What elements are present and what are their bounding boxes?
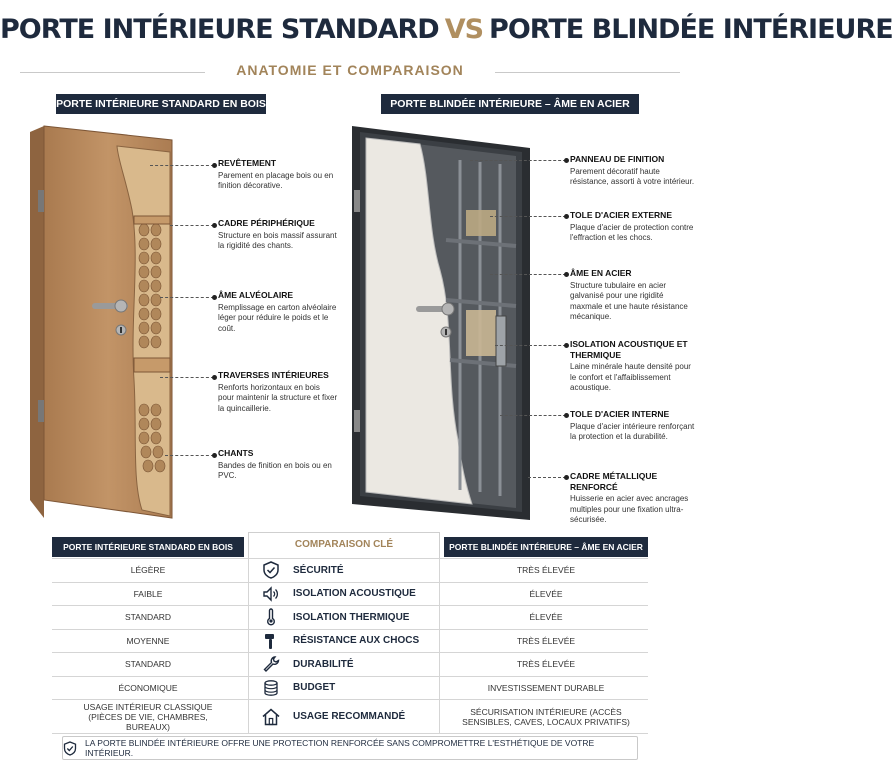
- annotation-ame-acier: [570, 268, 695, 323]
- section-header-armored: PORTE BLINDÉE INTÉRIEURE – ÂME EN ACIER: [381, 94, 639, 114]
- annotation-tole-interne: [570, 409, 695, 443]
- annotation-text: Structure en bois massif assurant la rigidité des chants.: [218, 230, 337, 250]
- thermometer-icon: [249, 608, 293, 626]
- coins-icon: [249, 679, 293, 697]
- criterion-cell: [248, 677, 440, 700]
- section-header-standard: PORTE INTÉRIEURE STANDARD EN BOIS: [56, 94, 266, 114]
- annotation-text: Remplissage en carton alvéolaire léger pour réduire le poids et le coût.: [218, 302, 337, 333]
- annotation-traverses: [218, 370, 338, 414]
- annotation-title: TOLE D'ACIER EXTERNE: [570, 210, 672, 220]
- shield-icon: [249, 561, 293, 579]
- annotation-title: CHANTS: [218, 448, 254, 458]
- annotation-title: PANNEAU DE FINITION: [570, 154, 665, 164]
- footer-banner: [62, 736, 638, 760]
- leader-line: [160, 377, 214, 378]
- table-row: [52, 582, 648, 606]
- title-vs: VS: [444, 14, 484, 45]
- leader-line: [470, 160, 566, 161]
- standard-value: STANDARD: [124, 659, 172, 670]
- annotation-title: ÂME ALVÉOLAIRE: [218, 290, 294, 300]
- criterion-label: BUDGET: [293, 682, 336, 694]
- armored-value: ÉLEVÉE: [529, 612, 563, 623]
- leader-line: [160, 297, 214, 298]
- armored-value: TRÈS ÉLEVÉE: [516, 659, 576, 670]
- title-right: PORTE BLINDÉE INTÉRIEURE: [489, 14, 893, 45]
- comparison-table: [52, 532, 648, 734]
- criterion-label: ISOLATION ACOUSTIQUE: [293, 588, 416, 600]
- standard-value: FAIBLE: [133, 588, 163, 599]
- standard-door-illustration: [22, 120, 192, 520]
- table-row: [52, 629, 648, 653]
- criterion-label: DURABILITÉ: [293, 658, 354, 670]
- annotation-text: Structure tubulaire en acier galvanisé pour une rigidité maxmale et une haute résistance mécanique.: [570, 280, 688, 321]
- annotation-text: Plaque d'acier intérieure renforçant la protection et la durabilité.: [570, 421, 695, 441]
- leader-line: [490, 216, 566, 217]
- annotation-text: Parement décoratif haute résistance, assorti à votre intérieur.: [570, 166, 695, 186]
- standard-value: USAGE INTÉRIEUR CLASSIQUE (PIÈCES DE VIE, CHAMBRES, BUREAUX): [83, 701, 213, 732]
- table-row: [52, 676, 648, 700]
- standard-value: LÉGÈRE: [130, 565, 166, 576]
- table-header: [52, 532, 648, 558]
- leader-line: [165, 455, 214, 456]
- annotation-text: Huisserie en acier avec ancrages multiples pour une fixation ultra-sécurisée.: [570, 494, 689, 524]
- leader-line: [528, 477, 566, 478]
- table-row: [52, 558, 648, 582]
- page-title: [0, 14, 893, 45]
- table-header-armored: PORTE BLINDÉE INTÉRIEURE – ÂME EN ACIER: [444, 537, 648, 557]
- annotation-title: TOLE D'ACIER INTERNE: [570, 409, 670, 419]
- annotation-chants: [218, 448, 338, 482]
- annotation-title: REVÊTEMENT: [218, 158, 277, 168]
- criterion-label: USAGE RECOMMANDÉ: [293, 711, 406, 722]
- annotation-title: CADRE PÉRIPHÉRIQUE: [218, 218, 315, 228]
- table-bottom-border: [52, 733, 648, 734]
- table-row: [52, 699, 648, 733]
- leader-line: [495, 345, 566, 346]
- wrench-icon: [249, 655, 293, 673]
- armored-value: INVESTISSEMENT DURABLE: [487, 682, 605, 693]
- annotation-cadre-metallique: [570, 471, 695, 526]
- annotation-text: Parement en placage bois ou en finition décorative.: [218, 170, 334, 190]
- annotation-tole-externe: [570, 210, 695, 244]
- armored-value: SÉCURISATION INTÉRIEURE (ACCÈS SENSIBLES, CAVES, LOCAUX PRIVATIFS): [462, 706, 630, 727]
- standard-value: STANDARD: [124, 612, 172, 623]
- armored-value: TRÈS ÉLEVÉE: [516, 635, 576, 646]
- criterion-cell: [248, 583, 440, 606]
- footer-text: LA PORTE BLINDÉE INTÉRIEURE OFFRE UNE PROTECTION RENFORCÉE SANS COMPROMETTRE L'ESTHÉTIQUE DE VOTRE INTÉRIEUR.: [85, 738, 595, 758]
- annotation-text: Renforts horizontaux en bois pour maintenir la structure et fixer la quincaillerie.: [218, 382, 338, 413]
- armored-door-illustration: [350, 120, 550, 520]
- shield-check-icon: [63, 741, 77, 756]
- divider-right: [495, 72, 680, 73]
- criterion-cell: [248, 606, 440, 629]
- standard-value: ÉCONOMIQUE: [118, 682, 178, 693]
- armored-value: ÉLEVÉE: [529, 588, 563, 599]
- annotation-title: CADRE MÉTALLIQUE RENFORCÉ: [570, 471, 658, 492]
- annotation-isolation: [570, 339, 695, 394]
- annotation-panneau-finition: [570, 154, 695, 188]
- leader-line: [170, 225, 214, 226]
- criterion-label: RÉSISTANCE AUX CHOCS: [293, 635, 420, 647]
- speaker-icon: [249, 585, 293, 603]
- house-icon: [249, 707, 293, 727]
- table-row: [52, 605, 648, 629]
- annotation-text: Bandes de finition en bois ou en PVC.: [218, 460, 332, 480]
- table-header-comparison: COMPARAISON CLÉ: [248, 532, 440, 558]
- leader-line: [150, 165, 214, 166]
- annotation-text: Plaque d'acier de protection contre l'effraction et les chocs.: [570, 222, 694, 242]
- criterion-cell: [248, 653, 440, 676]
- standard-value: MOYENNE: [126, 635, 170, 646]
- page-subtitle: ANATOMIE ET COMPARAISON: [236, 62, 464, 78]
- table-row: [52, 652, 648, 676]
- annotation-revetement: [218, 158, 338, 192]
- annotation-title: TRAVERSES INTÉRIEURES: [218, 370, 329, 380]
- armored-value: TRÈS ÉLEVÉE: [516, 565, 576, 576]
- hammer-icon: [249, 632, 293, 650]
- subtitle-row: [20, 62, 680, 82]
- leader-line: [490, 274, 566, 275]
- annotation-text: Laine minérale haute densité pour le confort et l'affaiblissement acoustique.: [570, 362, 691, 392]
- annotation-title: ISOLATION ACOUSTIQUE ET THERMIQUE: [570, 339, 688, 360]
- annotation-title: ÂME EN ACIER: [570, 268, 632, 278]
- leader-line: [500, 415, 566, 416]
- criterion-label: SÉCURITÉ: [293, 564, 344, 576]
- table-header-standard: PORTE INTÉRIEURE STANDARD EN BOIS: [52, 537, 244, 557]
- criterion-cell: [248, 700, 440, 733]
- criterion-cell: [248, 559, 440, 582]
- annotation-cadre-peripherique: [218, 218, 338, 252]
- criterion-cell: [248, 630, 440, 653]
- annotation-ame-alveolaire: [218, 290, 338, 334]
- criterion-label: ISOLATION THERMIQUE: [293, 611, 410, 623]
- title-left: PORTE INTÉRIEURE STANDARD: [0, 14, 439, 45]
